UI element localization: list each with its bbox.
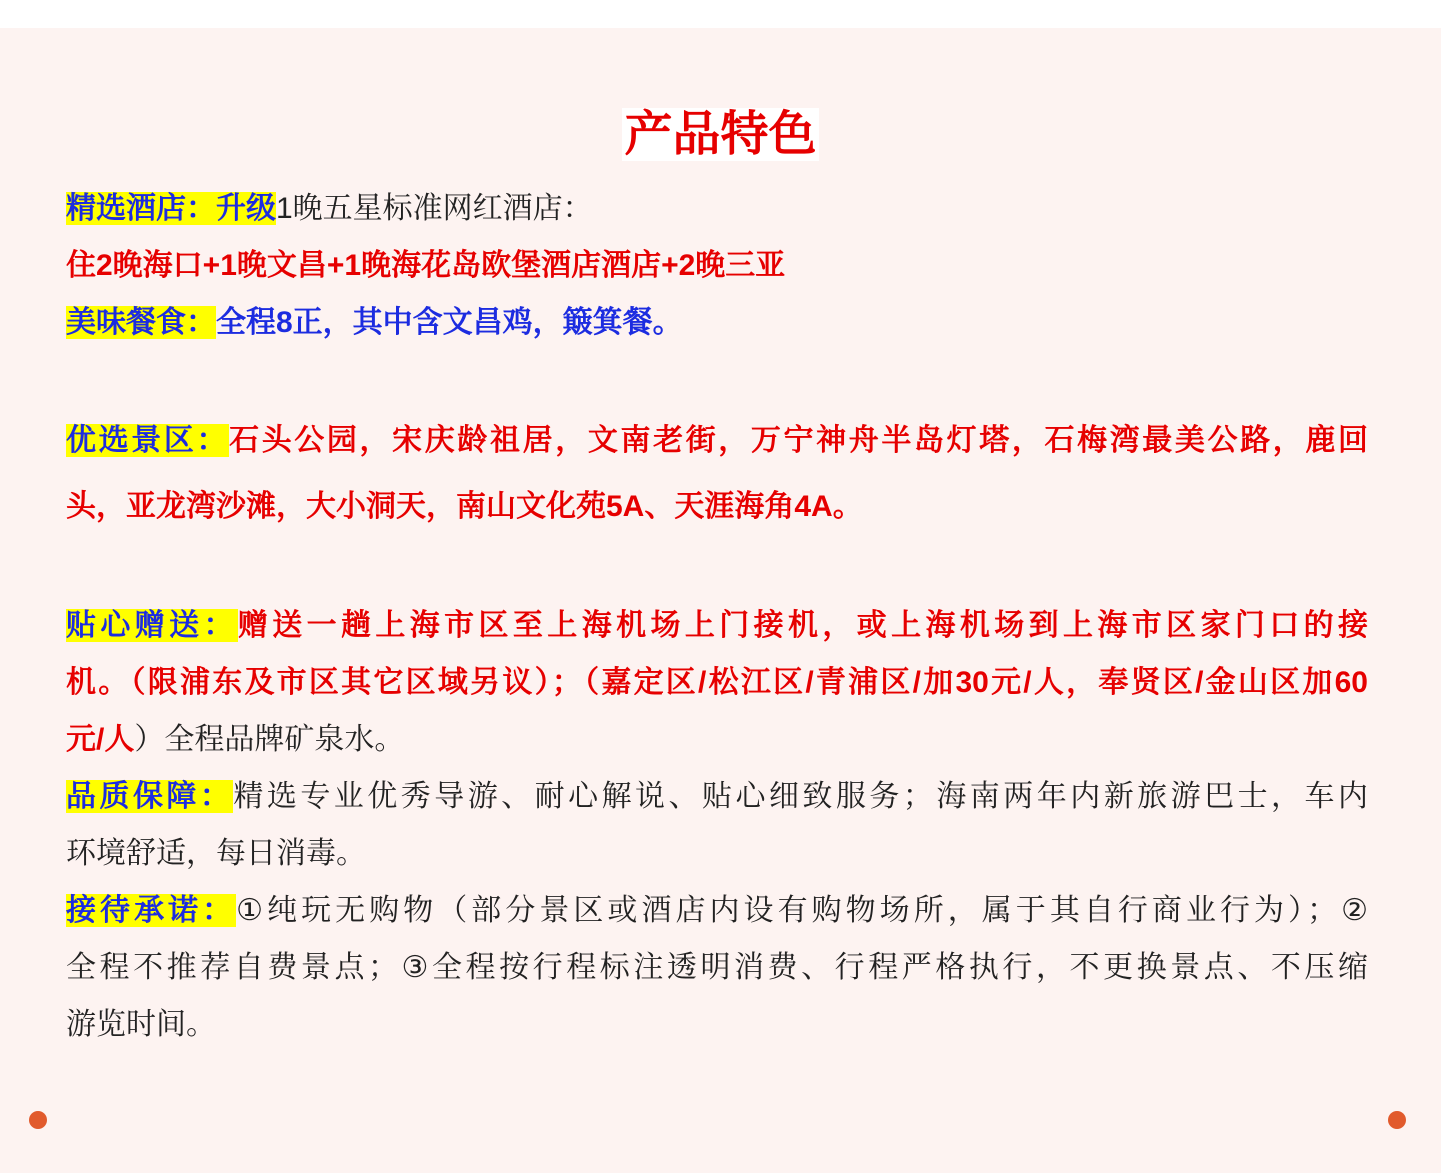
promise-line bbox=[66, 882, 1368, 939]
promise-text: 游览时间。 bbox=[66, 1008, 216, 1041]
title-block bbox=[0, 107, 1441, 174]
gift-text: 赠送一趟上海市区至上海机场上门接机，或上海机场到上海市区家门口的接 bbox=[237, 609, 1369, 642]
sights-line bbox=[66, 474, 1368, 540]
page bbox=[0, 28, 1441, 1173]
meals-line bbox=[66, 294, 1368, 351]
gift-line bbox=[66, 654, 1368, 711]
hotel-itinerary: 住2晚海口+1晚文昌+1晚海花岛欧堡酒店酒店+2晚三亚 bbox=[66, 249, 786, 282]
quality-line bbox=[66, 825, 1368, 882]
quality-text: 精选专业优秀导游、耐心解说、贴心细致服务；海南两年内新旅游巴士，车内 bbox=[233, 780, 1369, 813]
quality-text: 环境舒适，每日消毒。 bbox=[66, 837, 366, 870]
sights-line bbox=[66, 408, 1368, 474]
promise-text: ①纯玩无购物（部分景区或酒店内设有购物场所，属于其自行商业行为）；② bbox=[236, 894, 1369, 927]
gift-label: 贴心赠送： bbox=[66, 609, 238, 642]
gift-line bbox=[66, 597, 1368, 654]
decor-dot-left bbox=[29, 1111, 47, 1129]
quality-label: 品质保障： bbox=[66, 780, 234, 813]
sights-section bbox=[66, 408, 1368, 540]
gift-text: 元/人 bbox=[66, 723, 135, 756]
gift-tail: ）全程品牌矿泉水。 bbox=[134, 723, 405, 756]
hotel-itinerary-line bbox=[66, 237, 1368, 294]
meals-label: 美味餐食： bbox=[66, 306, 216, 339]
sights-text: 石头公园，宋庆龄祖居，文南老街，万宁神舟半岛灯塔，石梅湾最美公路，鹿回 bbox=[229, 424, 1369, 457]
promise-text: 全程不推荐自费景点；③全程按行程标注透明消费、行程严格执行，不更换景点、不压缩 bbox=[66, 951, 1368, 984]
gift-line bbox=[66, 711, 1368, 768]
quality-line bbox=[66, 768, 1368, 825]
sights-label: 优选景区： bbox=[66, 424, 230, 457]
spacer bbox=[66, 351, 1368, 408]
promise-line bbox=[66, 996, 1368, 1053]
sights-text: 头，亚龙湾沙滩，大小洞天，南山文化苑5A、天涯海角4A。 bbox=[66, 490, 863, 523]
hotel-text: 1晚五星标准网红酒店： bbox=[276, 192, 593, 225]
promise-line bbox=[66, 939, 1368, 996]
spacer bbox=[66, 540, 1368, 597]
feature-content bbox=[66, 180, 1368, 1053]
meals-text: 全程8正，其中含文昌鸡，簸箕餐。 bbox=[216, 306, 683, 339]
promise-label: 接待承诺： bbox=[66, 894, 237, 927]
gift-text: 机。（限浦东及市区其它区域另议）；（嘉定区/松江区/青浦区/加30元/人，奉贤区/金山区加60 bbox=[66, 666, 1368, 699]
hotel-label: 精选酒店：升级 bbox=[66, 192, 276, 225]
hotel-line bbox=[66, 180, 1368, 237]
page-title: 产品特色 bbox=[624, 108, 817, 161]
decor-dot-right bbox=[1388, 1111, 1406, 1129]
